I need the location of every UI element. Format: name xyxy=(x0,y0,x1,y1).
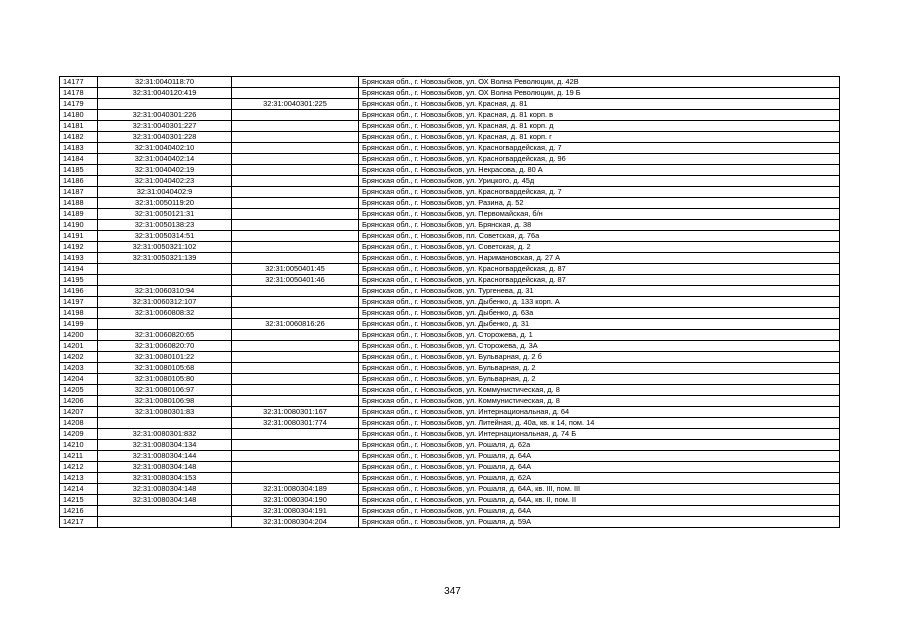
cadastral-number-cell: 32:31:0040402:14 xyxy=(98,154,232,165)
parent-cadastral-number-cell xyxy=(232,374,359,385)
address-cell: Брянская обл., г. Новозыбков, ул. Рошаля, д. 59А xyxy=(359,517,840,528)
parent-cadastral-number-cell xyxy=(232,385,359,396)
address-cell: Брянская обл., г. Новозыбков, ул. Сторожева, д. 1 xyxy=(359,330,840,341)
address-cell: Брянская обл., г. Новозыбков, ул. Советская, д. 2 xyxy=(359,242,840,253)
address-cell: Брянская обл., г. Новозыбков, ул. Рошаля, д. 64А xyxy=(359,451,840,462)
cadastral-number-cell xyxy=(98,264,232,275)
cadastral-number-cell xyxy=(98,517,232,528)
row-number-cell: 14196 xyxy=(60,286,98,297)
cadastral-number-cell: 32:31:0050321:102 xyxy=(98,242,232,253)
cadastral-number-cell: 32:31:0060310:94 xyxy=(98,286,232,297)
address-cell: Брянская обл., г. Новозыбков, ул. Коммунистическая, д. 8 xyxy=(359,385,840,396)
table-row xyxy=(60,407,840,418)
table-row xyxy=(60,209,840,220)
row-number-cell: 14215 xyxy=(60,495,98,506)
table-row xyxy=(60,374,840,385)
parent-cadastral-number-cell xyxy=(232,143,359,154)
row-number-cell: 14201 xyxy=(60,341,98,352)
table-row xyxy=(60,473,840,484)
table-row xyxy=(60,132,840,143)
table-row xyxy=(60,330,840,341)
table-row xyxy=(60,308,840,319)
cadastral-number-cell: 32:31:0060820:70 xyxy=(98,341,232,352)
table-row xyxy=(60,341,840,352)
address-cell: Брянская обл., г. Новозыбков, ул. Дыбенко, д. 63а xyxy=(359,308,840,319)
table-row xyxy=(60,220,840,231)
row-number-cell: 14210 xyxy=(60,440,98,451)
parent-cadastral-number-cell xyxy=(232,154,359,165)
address-cell: Брянская обл., г. Новозыбков, пл. Советская, д. 76а xyxy=(359,231,840,242)
table-row xyxy=(60,451,840,462)
cadastral-number-cell: 32:31:0040402:19 xyxy=(98,165,232,176)
table-row xyxy=(60,110,840,121)
address-cell: Брянская обл., г. Новозыбков, ул. Красногвардейская, д. 87 xyxy=(359,275,840,286)
address-cell: Брянская обл., г. Новозыбков, ул. Коммунистическая, д. 8 xyxy=(359,396,840,407)
address-cell: Брянская обл., г. Новозыбков, ул. Первомайская, б/н xyxy=(359,209,840,220)
row-number-cell: 14191 xyxy=(60,231,98,242)
cadastral-number-cell: 32:31:0040402:23 xyxy=(98,176,232,187)
cadastral-number-cell: 32:31:0050314:51 xyxy=(98,231,232,242)
address-cell: Брянская обл., г. Новозыбков, ул. Тургенева, д. 31 xyxy=(359,286,840,297)
address-cell: Брянская обл., г. Новозыбков, ул. Интернациональная, д. 74 Б xyxy=(359,429,840,440)
cadastral-number-cell: 32:31:0050321:139 xyxy=(98,253,232,264)
cadastral-number-cell: 32:31:0080304:148 xyxy=(98,462,232,473)
row-number-cell: 14213 xyxy=(60,473,98,484)
address-cell: Брянская обл., г. Новозыбков, ул. Некрасова, д. 80 А xyxy=(359,165,840,176)
parent-cadastral-number-cell: 32:31:0080304:190 xyxy=(232,495,359,506)
row-number-cell: 14200 xyxy=(60,330,98,341)
parent-cadastral-number-cell xyxy=(232,396,359,407)
parent-cadastral-number-cell xyxy=(232,88,359,99)
cadastral-number-cell: 32:31:0080304:148 xyxy=(98,495,232,506)
row-number-cell: 14186 xyxy=(60,176,98,187)
row-number-cell: 14189 xyxy=(60,209,98,220)
row-number-cell: 14179 xyxy=(60,99,98,110)
cadastral-number-cell: 32:31:0080304:134 xyxy=(98,440,232,451)
row-number-cell: 14192 xyxy=(60,242,98,253)
table-row xyxy=(60,297,840,308)
table-row xyxy=(60,88,840,99)
cadastral-number-cell: 32:31:0080105:80 xyxy=(98,374,232,385)
address-cell: Брянская обл., г. Новозыбков, ул. Рошаля, д. 64А, кв. II, пом. II xyxy=(359,495,840,506)
address-cell: Брянская обл., г. Новозыбков, ул. Разина, д. 52 xyxy=(359,198,840,209)
parent-cadastral-number-cell xyxy=(232,231,359,242)
cadastral-number-cell xyxy=(98,275,232,286)
address-cell: Брянская обл., г. Новозыбков, ул. ОХ Волна Революции, д. 19 Б xyxy=(359,88,840,99)
table-row xyxy=(60,264,840,275)
parent-cadastral-number-cell xyxy=(232,308,359,319)
table-row xyxy=(60,363,840,374)
row-number-cell: 14184 xyxy=(60,154,98,165)
cadastral-number-cell: 32:31:0060820:65 xyxy=(98,330,232,341)
parent-cadastral-number-cell xyxy=(232,209,359,220)
table-row xyxy=(60,462,840,473)
row-number-cell: 14181 xyxy=(60,121,98,132)
parent-cadastral-number-cell xyxy=(232,121,359,132)
table-row xyxy=(60,198,840,209)
cadastral-number-cell: 32:31:0040301:226 xyxy=(98,110,232,121)
parent-cadastral-number-cell xyxy=(232,286,359,297)
row-number-cell: 14207 xyxy=(60,407,98,418)
table-row xyxy=(60,143,840,154)
row-number-cell: 14188 xyxy=(60,198,98,209)
row-number-cell: 14180 xyxy=(60,110,98,121)
cadastral-number-cell: 32:31:0080101:22 xyxy=(98,352,232,363)
parent-cadastral-number-cell xyxy=(232,77,359,88)
address-cell: Брянская обл., г. Новозыбков, ул. Урицкого, д. 45д xyxy=(359,176,840,187)
address-cell: Брянская обл., г. Новозыбков, ул. Бульварная, д. 2 б xyxy=(359,352,840,363)
table-row xyxy=(60,99,840,110)
cadastral-number-cell: 32:31:0080304:148 xyxy=(98,484,232,495)
parent-cadastral-number-cell xyxy=(232,110,359,121)
table-row xyxy=(60,396,840,407)
address-cell: Брянская обл., г. Новозыбков, ул. Бульварная, д. 2 xyxy=(359,374,840,385)
address-cell: Брянская обл., г. Новозыбков, ул. Дыбенко, д. 31 xyxy=(359,319,840,330)
cadastral-number-cell: 32:31:0080106:98 xyxy=(98,396,232,407)
address-cell: Брянская обл., г. Новозыбков, ул. Рошаля, д. 64А, кв. III, пом. III xyxy=(359,484,840,495)
address-cell: Брянская обл., г. Новозыбков, ул. Красная, д. 81 корп. д xyxy=(359,121,840,132)
address-cell: Брянская обл., г. Новозыбков, ул. Красногвардейская, д. 87 xyxy=(359,264,840,275)
cadastral-number-cell: 32:31:0080106:97 xyxy=(98,385,232,396)
row-number-cell: 14187 xyxy=(60,187,98,198)
cadastral-number-cell: 32:31:0080304:144 xyxy=(98,451,232,462)
table-row xyxy=(60,275,840,286)
table-row xyxy=(60,517,840,528)
row-number-cell: 14212 xyxy=(60,462,98,473)
table-row xyxy=(60,429,840,440)
address-cell: Брянская обл., г. Новозыбков, ул. Бульварная, д. 2 xyxy=(359,363,840,374)
table-row xyxy=(60,495,840,506)
address-cell: Брянская обл., г. Новозыбков, ул. ОХ Волна Революции, д. 42В xyxy=(359,77,840,88)
address-cell: Брянская обл., г. Новозыбков, ул. Красногвардейская, д. 7 xyxy=(359,187,840,198)
row-number-cell: 14177 xyxy=(60,77,98,88)
row-number-cell: 14204 xyxy=(60,374,98,385)
address-cell: Брянская обл., г. Новозыбков, ул. Рошаля, д. 62А xyxy=(359,473,840,484)
parent-cadastral-number-cell: 32:31:0050401:46 xyxy=(232,275,359,286)
parent-cadastral-number-cell xyxy=(232,242,359,253)
parent-cadastral-number-cell xyxy=(232,429,359,440)
row-number-cell: 14214 xyxy=(60,484,98,495)
table-row xyxy=(60,506,840,517)
table-row xyxy=(60,77,840,88)
table-row xyxy=(60,176,840,187)
cadastral-number-cell: 32:31:0080105:68 xyxy=(98,363,232,374)
row-number-cell: 14217 xyxy=(60,517,98,528)
parent-cadastral-number-cell xyxy=(232,297,359,308)
row-number-cell: 14205 xyxy=(60,385,98,396)
address-cell: Брянская обл., г. Новозыбков, ул. Литейная, д. 40а, кв. к 14, пом. 14 xyxy=(359,418,840,429)
address-cell: Брянская обл., г. Новозыбков, ул. Красная, д. 81 xyxy=(359,99,840,110)
parent-cadastral-number-cell xyxy=(232,220,359,231)
parent-cadastral-number-cell xyxy=(232,198,359,209)
row-number-cell: 14203 xyxy=(60,363,98,374)
cadastral-number-cell: 32:31:0080301:83 xyxy=(98,407,232,418)
parent-cadastral-number-cell xyxy=(232,440,359,451)
table-row xyxy=(60,319,840,330)
parent-cadastral-number-cell xyxy=(232,187,359,198)
cadastral-number-cell: 32:31:0040118:70 xyxy=(98,77,232,88)
cadastral-number-cell: 32:31:0060808:32 xyxy=(98,308,232,319)
cadastral-number-cell: 32:31:0080301:832 xyxy=(98,429,232,440)
row-number-cell: 14193 xyxy=(60,253,98,264)
address-cell: Брянская обл., г. Новозыбков, ул. Красная, д. 81 корп. в xyxy=(359,110,840,121)
table-row xyxy=(60,484,840,495)
cadastral-number-cell: 32:31:0040402:9 xyxy=(98,187,232,198)
table-row xyxy=(60,286,840,297)
cadastral-number-cell: 32:31:0040301:228 xyxy=(98,132,232,143)
parent-cadastral-number-cell xyxy=(232,176,359,187)
row-number-cell: 14199 xyxy=(60,319,98,330)
row-number-cell: 14202 xyxy=(60,352,98,363)
parent-cadastral-number-cell: 32:31:0040301:225 xyxy=(232,99,359,110)
registry-table xyxy=(59,76,840,528)
cadastral-number-cell: 32:31:0040120:419 xyxy=(98,88,232,99)
row-number-cell: 14211 xyxy=(60,451,98,462)
parent-cadastral-number-cell xyxy=(232,363,359,374)
table-row xyxy=(60,242,840,253)
address-cell: Брянская обл., г. Новозыбков, ул. Интернациональная, д. 64 xyxy=(359,407,840,418)
address-cell: Брянская обл., г. Новозыбков, ул. Наримановская, д. 27 А xyxy=(359,253,840,264)
cadastral-number-cell: 32:31:0040402:10 xyxy=(98,143,232,154)
address-cell: Брянская обл., г. Новозыбков, ул. Дыбенко, д. 133 корп. А xyxy=(359,297,840,308)
row-number-cell: 14178 xyxy=(60,88,98,99)
parent-cadastral-number-cell xyxy=(232,165,359,176)
address-cell: Брянская обл., г. Новозыбков, ул. Красная, д. 81 корп. г xyxy=(359,132,840,143)
address-cell: Брянская обл., г. Новозыбков, ул. Сторожева, д. 3А xyxy=(359,341,840,352)
table-row xyxy=(60,352,840,363)
table-row xyxy=(60,385,840,396)
address-cell: Брянская обл., г. Новозыбков, ул. Брянская, д. 38 xyxy=(359,220,840,231)
parent-cadastral-number-cell xyxy=(232,330,359,341)
table-row xyxy=(60,154,840,165)
row-number-cell: 14197 xyxy=(60,297,98,308)
row-number-cell: 14198 xyxy=(60,308,98,319)
cadastral-number-cell: 32:31:0050121:31 xyxy=(98,209,232,220)
row-number-cell: 14208 xyxy=(60,418,98,429)
parent-cadastral-number-cell xyxy=(232,352,359,363)
parent-cadastral-number-cell: 32:31:0080301:774 xyxy=(232,418,359,429)
parent-cadastral-number-cell xyxy=(232,341,359,352)
row-number-cell: 14194 xyxy=(60,264,98,275)
parent-cadastral-number-cell xyxy=(232,132,359,143)
cadastral-number-cell xyxy=(98,319,232,330)
table-row xyxy=(60,121,840,132)
table-row xyxy=(60,418,840,429)
table-row xyxy=(60,165,840,176)
cadastral-number-cell: 32:31:0060312:107 xyxy=(98,297,232,308)
cadastral-number-cell: 32:31:0050119:20 xyxy=(98,198,232,209)
cadastral-number-cell: 32:31:0080304:153 xyxy=(98,473,232,484)
row-number-cell: 14182 xyxy=(60,132,98,143)
table-row xyxy=(60,187,840,198)
cadastral-number-cell: 32:31:0040301:227 xyxy=(98,121,232,132)
address-cell: Брянская обл., г. Новозыбков, ул. Красногвардейская, д. 7 xyxy=(359,143,840,154)
cadastral-number-cell xyxy=(98,418,232,429)
row-number-cell: 14195 xyxy=(60,275,98,286)
parent-cadastral-number-cell: 32:31:0060816:26 xyxy=(232,319,359,330)
parent-cadastral-number-cell xyxy=(232,253,359,264)
parent-cadastral-number-cell: 32:31:0050401:45 xyxy=(232,264,359,275)
cadastral-number-cell xyxy=(98,506,232,517)
parent-cadastral-number-cell: 32:31:0080304:189 xyxy=(232,484,359,495)
parent-cadastral-number-cell xyxy=(232,462,359,473)
parent-cadastral-number-cell xyxy=(232,451,359,462)
table-row xyxy=(60,440,840,451)
table-row xyxy=(60,253,840,264)
row-number-cell: 14190 xyxy=(60,220,98,231)
cadastral-number-cell: 32:31:0050138:23 xyxy=(98,220,232,231)
row-number-cell: 14206 xyxy=(60,396,98,407)
parent-cadastral-number-cell: 32:31:0080304:204 xyxy=(232,517,359,528)
row-number-cell: 14209 xyxy=(60,429,98,440)
address-cell: Брянская обл., г. Новозыбков, ул. Рошаля, д. 64А xyxy=(359,506,840,517)
row-number-cell: 14185 xyxy=(60,165,98,176)
page-number: 347 xyxy=(444,586,461,597)
address-cell: Брянская обл., г. Новозыбков, ул. Рошаля, д. 64А xyxy=(359,462,840,473)
address-cell: Брянская обл., г. Новозыбков, ул. Рошаля, д. 62а xyxy=(359,440,840,451)
row-number-cell: 14183 xyxy=(60,143,98,154)
address-cell: Брянская обл., г. Новозыбков, ул. Красногвардейская, д. 96 xyxy=(359,154,840,165)
table-row xyxy=(60,231,840,242)
parent-cadastral-number-cell xyxy=(232,473,359,484)
parent-cadastral-number-cell: 32:31:0080301:167 xyxy=(232,407,359,418)
registry-table-body xyxy=(60,77,840,528)
parent-cadastral-number-cell: 32:31:0080304:191 xyxy=(232,506,359,517)
cadastral-number-cell xyxy=(98,99,232,110)
row-number-cell: 14216 xyxy=(60,506,98,517)
